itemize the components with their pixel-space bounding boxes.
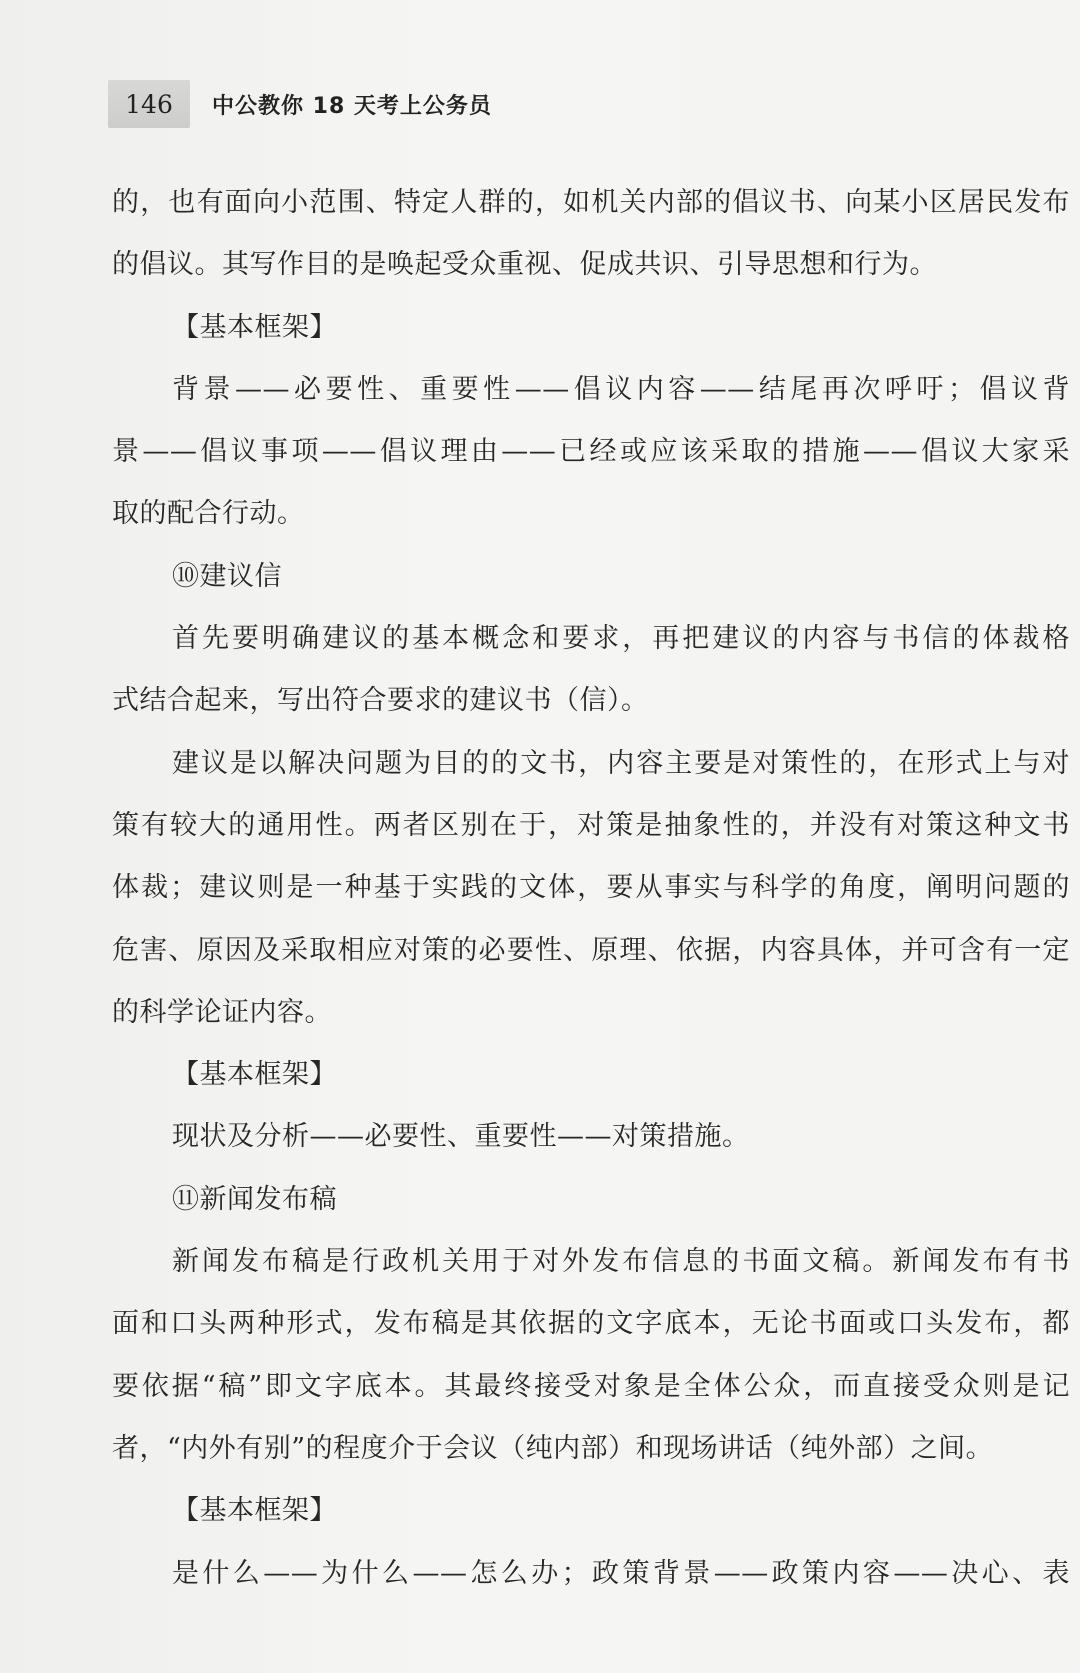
text-line: 建议是以解决问题为目的的文书，内容主要是对策性的，在形式上与对 [172, 747, 1070, 779]
text-line: 体裁；建议则是一种基于实践的文体，要从事实与科学的角度，阐明问题的 [112, 872, 1070, 904]
text-line: 要依据“稿”即文字底本。其最终接受对象是全体公众，而直接受众则是记 [112, 1370, 1070, 1402]
text-line: 首先要明确建议的基本概念和要求，再把建议的内容与书信的体裁格 [172, 623, 1070, 655]
page-header [108, 78, 492, 130]
section-heading: 【基本框架】 [172, 1495, 337, 1527]
page-number: 146 [108, 80, 190, 128]
text-line: 的倡议。其写作目的是唤起受众重视、促成共识、引导思想和行为。 [112, 249, 937, 281]
text-line: 是什么——为什么——怎么办；政策背景——政策内容——决心、表 [172, 1557, 1070, 1589]
text-line: 新闻发布稿是行政机关用于对外发布信息的书面文稿。新闻发布有书 [172, 1246, 1070, 1278]
text-line: 危害、原因及采取相应对策的必要性、原理、依据，内容具体，并可含有一定 [112, 934, 1070, 966]
text-line: 取的配合行动。 [112, 498, 305, 530]
section-heading: 【基本框架】 [172, 1059, 337, 1091]
text-line: 背景——必要性、重要性——倡议内容——结尾再次呼吁；倡议背 [172, 373, 1070, 405]
text-line: 者，“内外有别”的程度介于会议（纯内部）和现场讲话（纯外部）之间。 [112, 1432, 994, 1464]
text-line: 现状及分析——必要性、重要性——对策措施。 [172, 1121, 750, 1153]
subsection-title: ⑩建议信 [172, 560, 282, 592]
book-title: 中公教你 18 天考上公务员 [212, 93, 492, 119]
text-line: 策有较大的通用性。两者区别在于，对策是抽象性的，并没有对策这种文书 [112, 809, 1070, 841]
body-text [112, 172, 1070, 1605]
text-line: 的科学论证内容。 [112, 996, 332, 1028]
subsection-title: ⑪新闻发布稿 [172, 1183, 337, 1215]
text-line: 景——倡议事项——倡议理由——已经或应该采取的措施——倡议大家采 [112, 436, 1070, 468]
text-line: 的，也有面向小范围、特定人群的，如机关内部的倡议书、向某小区居民发布 [112, 187, 1070, 218]
text-line: 面和口头两种形式，发布稿是其依据的文字底本，无论书面或口头发布，都 [112, 1308, 1070, 1340]
section-heading: 【基本框架】 [172, 311, 337, 343]
text-line: 式结合起来，写出符合要求的建议书（信）。 [112, 685, 649, 717]
